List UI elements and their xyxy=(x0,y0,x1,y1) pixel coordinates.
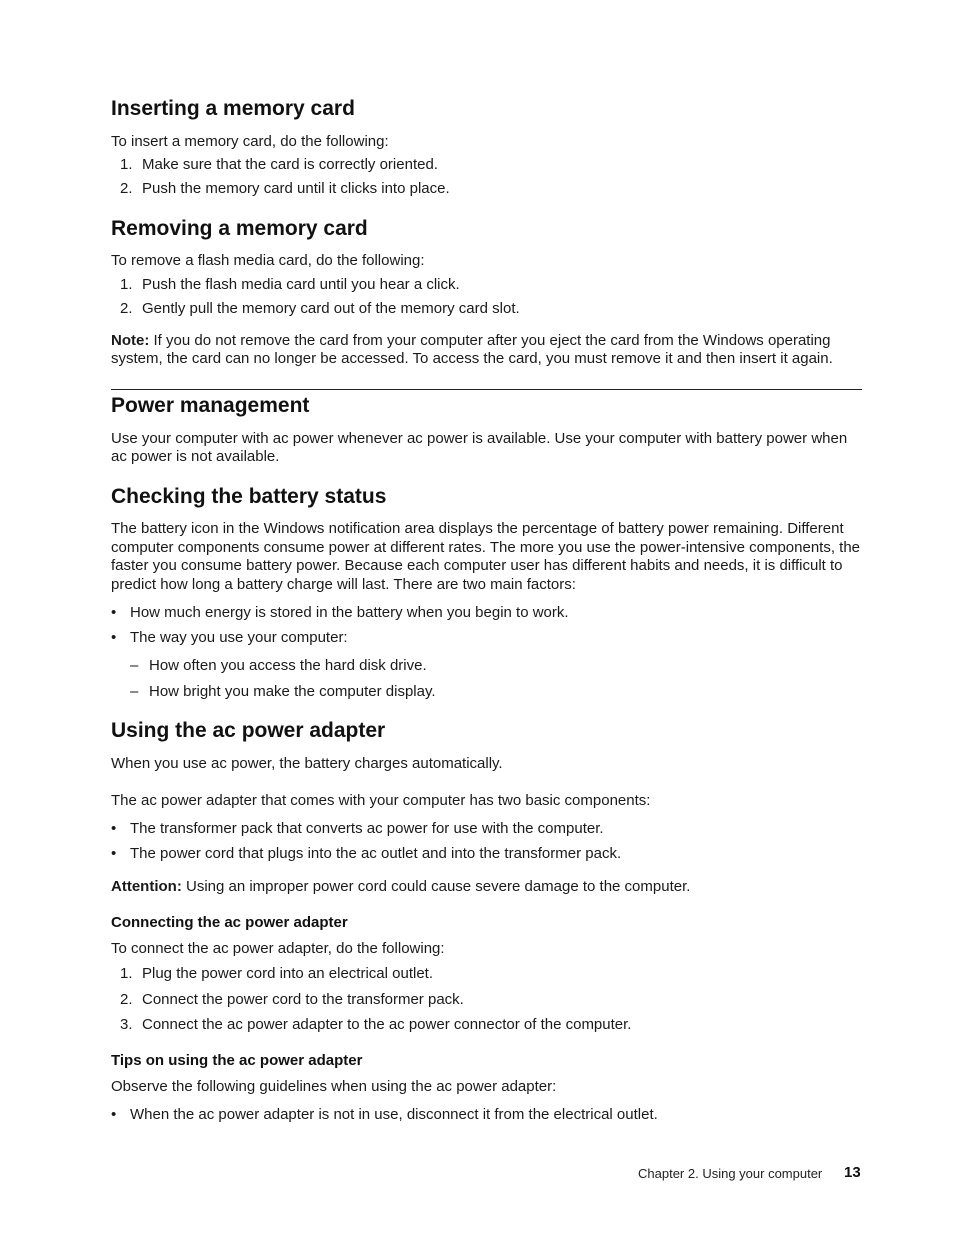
inserting-intro: To insert a memory card, do the following: xyxy=(111,133,389,150)
bullet-marker: • xyxy=(111,820,117,837)
bullet-text: How much energy is stored in the battery when you begin to work. xyxy=(130,604,569,621)
step-text: Plug the power cord into an electrical outlet. xyxy=(142,965,433,982)
bullet-text: The way you use your computer: xyxy=(130,629,348,646)
tips-intro: Observe the following guidelines when using the ac power adapter: xyxy=(111,1078,557,1095)
battery-bullet-1 xyxy=(111,604,569,622)
bullet-marker: • xyxy=(111,845,117,862)
step-text: Gently pull the memory card out of the memory card slot. xyxy=(142,300,520,317)
ac-adapter-paragraph-1: When you use ac power, the battery charges automatically. xyxy=(111,755,503,772)
ac-adapter-paragraph-2: The ac power adapter that comes with your computer has two basic components: xyxy=(111,792,651,809)
battery-status-body: The battery icon in the Windows notification area displays the percentage of battery power remaining. Different computer components consume power at different rates. The more you use the power-intensive components, the faster you consume battery power. Because each computer user has different habits and needs, it is difficult to predict how long a battery charge will last. There are two main factors: xyxy=(111,520,861,594)
connecting-intro: To connect the ac power adapter, do the following: xyxy=(111,940,445,957)
note-label: Note: xyxy=(111,332,150,349)
tips-bullet-1 xyxy=(111,1106,658,1124)
bullet-text: The transformer pack that converts ac power for use with the computer. xyxy=(130,820,604,837)
connecting-step-3 xyxy=(120,1016,631,1034)
footer-chapter: Chapter 2. Using your computer xyxy=(638,1166,823,1181)
sub-item-text: How often you access the hard disk drive. xyxy=(149,657,427,674)
bullet-marker: • xyxy=(111,1106,117,1123)
bullet-marker: • xyxy=(111,604,117,621)
connecting-step-1 xyxy=(120,965,433,983)
section-heading-inserting: Inserting a memory card xyxy=(111,97,355,120)
battery-bullet-2 xyxy=(111,629,348,647)
dash-marker: – xyxy=(130,683,139,700)
bullet-text: When the ac power adapter is not in use, disconnect it from the electrical outlet. xyxy=(130,1106,658,1123)
step-number: 1. xyxy=(120,276,133,293)
section-heading-ac-adapter: Using the ac power adapter xyxy=(111,719,386,742)
removing-step-1 xyxy=(120,276,460,294)
bullet-text: The power cord that plugs into the ac outlet and into the transformer pack. xyxy=(130,845,622,862)
step-text: Connect the ac power adapter to the ac power connector of the computer. xyxy=(142,1016,632,1033)
battery-sub-item-2 xyxy=(130,683,436,701)
section-heading-battery-status: Checking the battery status xyxy=(111,485,387,508)
power-management-body: Use your computer with ac power whenever ac power is available. Use your computer with battery power when ac power is not available. xyxy=(111,430,848,465)
step-text: Push the memory card until it clicks into place. xyxy=(142,180,450,197)
attention-text: Using an improper power cord could cause severe damage to the computer. xyxy=(185,878,691,895)
step-text: Connect the power cord to the transformer pack. xyxy=(142,991,464,1008)
section-divider xyxy=(111,389,862,390)
removing-note xyxy=(111,332,863,368)
section-heading-power-management: Power management xyxy=(111,394,310,417)
dash-marker: – xyxy=(130,657,139,674)
step-number: 1. xyxy=(120,156,133,173)
subheading-tips-adapter: Tips on using the ac power adapter xyxy=(111,1052,363,1069)
ac-adapter-bullet-2 xyxy=(111,845,621,863)
subheading-connecting-adapter: Connecting the ac power adapter xyxy=(111,914,348,931)
inserting-step-1 xyxy=(120,156,438,174)
attention-notice xyxy=(111,878,690,896)
removing-intro: To remove a flash media card, do the following: xyxy=(111,252,425,269)
page-number: 13 xyxy=(844,1164,861,1181)
bullet-marker: • xyxy=(111,629,117,646)
step-text: Push the flash media card until you hear a click. xyxy=(142,276,460,293)
inserting-step-2 xyxy=(120,180,450,198)
section-heading-removing: Removing a memory card xyxy=(111,217,368,240)
note-text: If you do not remove the card from your computer after you eject the card from the Windows operating system, the card can no longer be accessed. To access the card, you must remove it and then insert it again. xyxy=(111,332,833,367)
step-number: 1. xyxy=(120,965,133,982)
ac-adapter-bullet-1 xyxy=(111,820,604,838)
connecting-step-2 xyxy=(120,991,464,1009)
removing-step-2 xyxy=(120,300,520,318)
sub-item-text: How bright you make the computer display. xyxy=(149,683,436,700)
step-text: Make sure that the card is correctly oriented. xyxy=(142,156,438,173)
step-number: 2. xyxy=(120,180,133,197)
step-number: 3. xyxy=(120,1016,133,1033)
step-number: 2. xyxy=(120,991,133,1008)
attention-label: Attention: xyxy=(111,878,182,895)
step-number: 2. xyxy=(120,300,133,317)
battery-sub-item-1 xyxy=(130,657,427,675)
